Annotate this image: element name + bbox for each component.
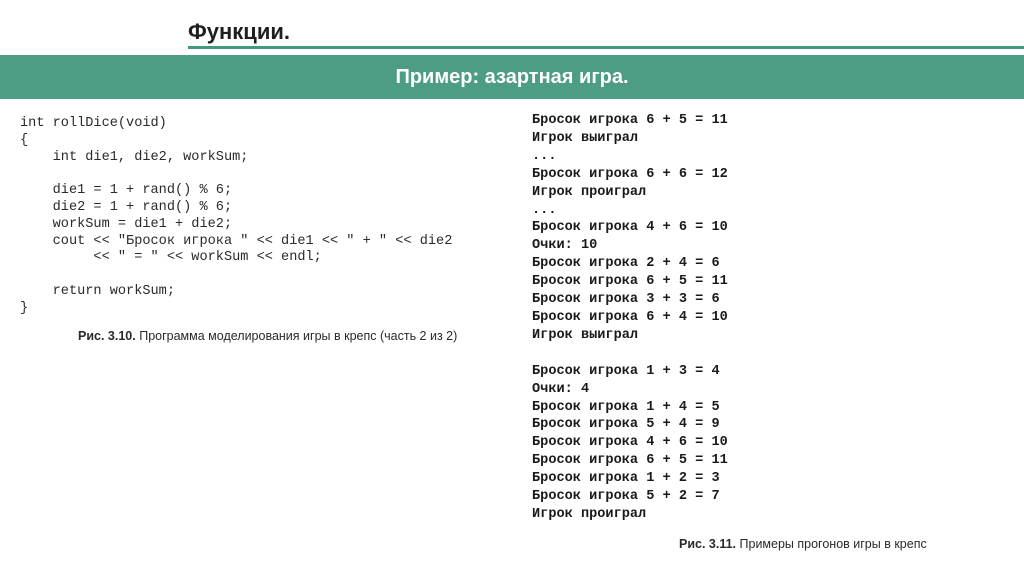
figure-caption-output bbox=[679, 537, 927, 551]
output-line: Бросок игрока 1 + 2 = 3 bbox=[532, 471, 720, 487]
output-line: Бросок игрока 4 + 6 = 10 bbox=[532, 220, 728, 236]
code-listing bbox=[20, 116, 452, 318]
banner-text: Пример: азартная игра. bbox=[395, 66, 629, 88]
code-line: return workSum; bbox=[20, 283, 175, 299]
output-line: ... bbox=[532, 202, 557, 218]
program-output bbox=[532, 112, 728, 524]
code-line: { bbox=[20, 132, 29, 148]
code-line: die1 = 1 + rand() % 6; bbox=[20, 183, 233, 199]
output-line: Игрок проиграл bbox=[532, 184, 647, 200]
output-line: Бросок игрока 2 + 4 = 6 bbox=[532, 256, 720, 272]
output-line: Бросок игрока 6 + 6 = 12 bbox=[532, 166, 728, 182]
caption-text: Примеры прогонов игры в крепс bbox=[736, 537, 927, 551]
output-line: Очки: 4 bbox=[532, 381, 590, 397]
title-divider bbox=[188, 46, 1024, 49]
code-line: << " = " << workSum << endl; bbox=[20, 250, 322, 266]
code-line: cout << "Бросок игрока " << die1 << " + " << die2 bbox=[20, 233, 453, 249]
output-line: Бросок игрока 1 + 4 = 5 bbox=[532, 399, 720, 415]
code-line: int die1, die2, workSum; bbox=[20, 149, 249, 165]
output-line: Бросок игрока 6 + 5 = 11 bbox=[532, 453, 728, 469]
code-line: die2 = 1 + rand() % 6; bbox=[20, 199, 233, 215]
code-line: } bbox=[20, 300, 29, 316]
slide-title: Функции. bbox=[188, 19, 290, 44]
output-line: Бросок игрока 3 + 3 = 6 bbox=[532, 292, 720, 308]
output-line: Бросок игрока 4 + 6 = 10 bbox=[532, 435, 728, 451]
output-line: ... bbox=[532, 148, 557, 164]
output-line: Бросок игрока 6 + 5 = 11 bbox=[532, 274, 728, 290]
output-line: Игрок выиграл bbox=[532, 130, 639, 146]
output-line: Игрок проиграл bbox=[532, 506, 647, 522]
output-line: Бросок игрока 5 + 2 = 7 bbox=[532, 489, 720, 505]
output-line: Бросок игрока 6 + 4 = 10 bbox=[532, 309, 728, 325]
output-line: Бросок игрока 6 + 5 = 11 bbox=[532, 113, 728, 128]
section-banner bbox=[0, 55, 1024, 99]
caption-text: Программа моделирования игры в крепс (часть 2 из 2) bbox=[135, 329, 458, 343]
figure-caption-code bbox=[78, 329, 457, 343]
output-line: Очки: 10 bbox=[532, 238, 598, 254]
code-line: workSum = die1 + die2; bbox=[20, 216, 233, 232]
code-line: int rollDice(void) bbox=[20, 116, 167, 131]
caption-label: Рис. 3.11. bbox=[679, 537, 737, 551]
caption-label: Рис. 3.10. bbox=[78, 329, 136, 343]
output-line: Игрок выиграл bbox=[532, 327, 639, 343]
output-line: Бросок игрока 1 + 3 = 4 bbox=[532, 363, 720, 379]
output-line: Бросок игрока 5 + 4 = 9 bbox=[532, 417, 720, 433]
